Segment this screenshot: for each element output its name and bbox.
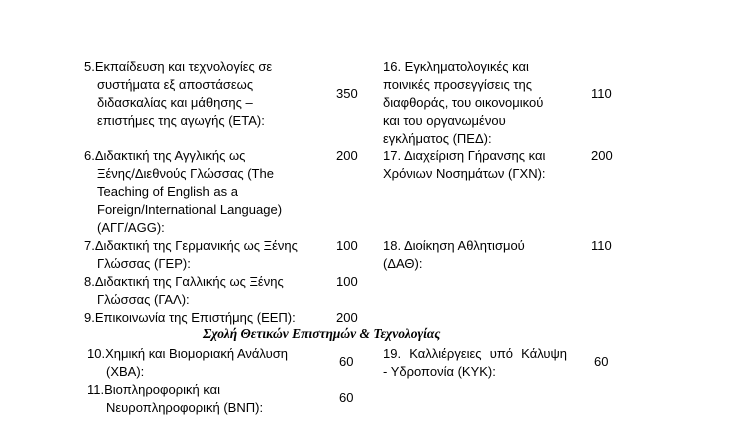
program-item-9-line-1: 9.Επικοινωνία της Επιστήμης (ΕΕΠ): — [84, 310, 296, 325]
program-item-9-seats: 200 — [336, 310, 358, 325]
program-item-6-line-2: Ξένης/Διεθνούς Γλώσσας (The — [97, 166, 274, 181]
program-item-18-line-1: 18. Διοίκηση Αθλητισμού — [383, 238, 525, 253]
program-item-18-seats: 110 — [591, 238, 612, 253]
program-item-7-seats: 100 — [336, 238, 358, 253]
program-item-16-line-3: διαφθοράς, του οικονομικού — [383, 95, 544, 110]
program-item-19-line-1: 19. Καλλιέργειες υπό Κάλυψη — [383, 346, 567, 361]
program-item-19-line-2: - Υδροπονία (ΚΥΚ): — [383, 364, 496, 379]
program-item-6-line-5: (ΑΓΓ/AGG): — [97, 220, 165, 235]
program-item-17-seats: 200 — [591, 148, 613, 163]
program-item-10-seats: 60 — [339, 354, 354, 369]
program-item-16-line-5: εγκλήματος (ΠΕΔ): — [383, 131, 492, 146]
program-item-8-line-1: 8.Διδακτική της Γαλλικής ως Ξένης — [84, 274, 284, 289]
program-item-8-line-2: Γλώσσας (ΓΑΛ): — [97, 292, 190, 307]
program-item-17-line-2: Χρόνιων Νοσημάτων (ΓΧΝ): — [383, 166, 546, 181]
program-item-5-line-2: συστήματα εξ αποστάσεως — [97, 77, 254, 92]
program-item-10-line-2: (ΧΒΑ): — [106, 364, 145, 379]
program-item-6-line-3: Teaching of English as a — [97, 184, 238, 199]
program-item-16-line-4: και του οργανωμένου — [383, 113, 506, 128]
program-item-5-line-3: διδασκαλίας και μάθησης – — [97, 95, 253, 110]
program-item-16-line-2: ποινικές προσεγγίσεις της — [383, 77, 532, 92]
program-item-7-line-2: Γλώσσας (ΓΕΡ): — [97, 256, 191, 271]
program-item-11-seats: 60 — [339, 390, 354, 405]
program-item-6-line-4: Foreign/International Language) — [97, 202, 283, 217]
program-item-10-line-1: 10.Χημική και Βιομοριακή Ανάλυση — [87, 346, 288, 361]
program-item-11-line-2: Νευροπληροφορική (ΒΝΠ): — [106, 400, 264, 415]
program-item-19-seats: 60 — [594, 354, 609, 369]
program-item-18-line-2: (ΔΑΘ): — [383, 256, 423, 271]
program-item-16-line-1: 16. Εγκληματολογικές και — [383, 59, 529, 74]
program-item-6-line-1: 6.Διδακτική της Αγγλικής ως — [84, 148, 246, 163]
program-item-17-line-1: 17. Διαχείριση Γήρανσης και — [383, 148, 546, 163]
program-item-8-seats: 100 — [336, 274, 358, 289]
program-item-5-line-4: επιστήμες της αγωγής (ΕΤΑ): — [97, 113, 265, 128]
program-item-7-line-1: 7.Διδακτική της Γερμανικής ως Ξένης — [84, 238, 298, 253]
program-item-16-seats: 110 — [591, 86, 612, 101]
program-item-11-line-1: 11.Βιοπληροφορική και — [87, 382, 221, 397]
program-item-5-line-1: 5.Εκπαίδευση και τεχνολογίες σε — [84, 59, 273, 74]
program-item-6-seats: 200 — [336, 148, 358, 163]
program-item-5-seats: 350 — [336, 86, 358, 101]
section-heading: Σχολή Θετικών Επιστημών & Τεχνολογίας — [203, 326, 441, 341]
